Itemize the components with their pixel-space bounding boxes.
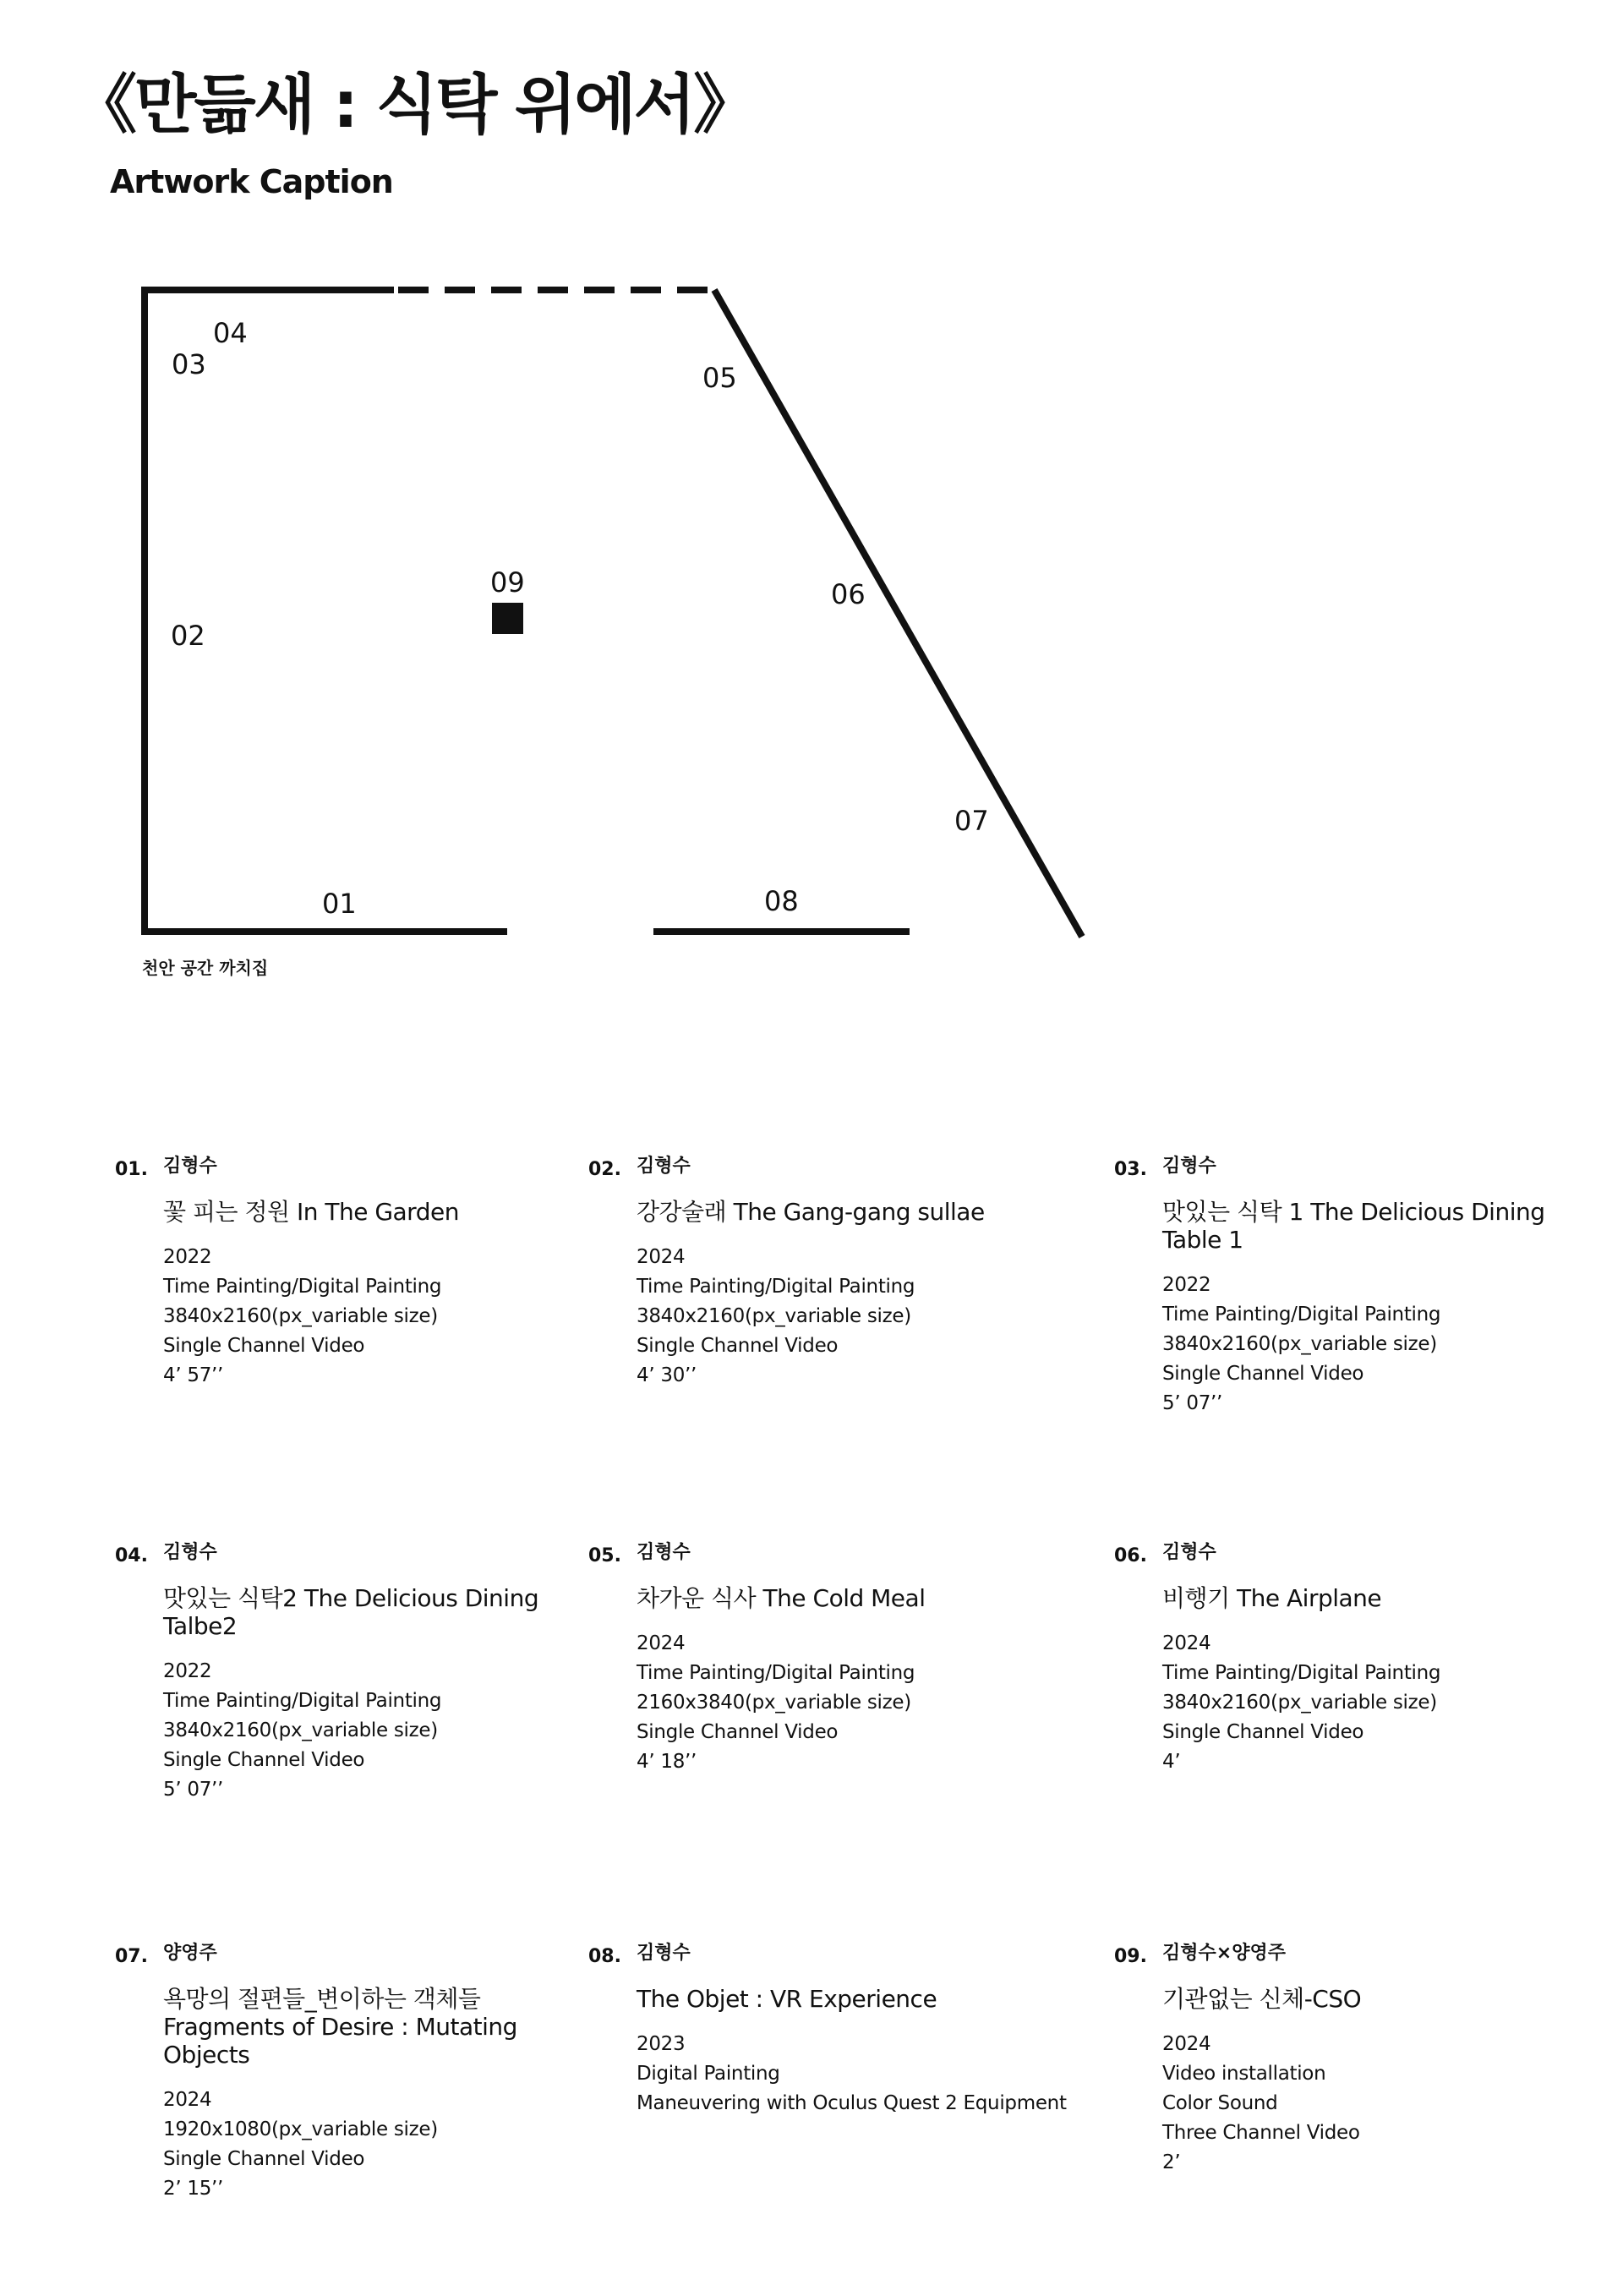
caption-title: 맛있는 식탁 1 The Delicious Dining Table 1	[1162, 1198, 1545, 1254]
caption-number: 03.	[1114, 1159, 1147, 1180]
caption-title: 맛있는 식탁2 The Delicious Dining Talbe2	[163, 1584, 539, 1640]
caption-title: 기관없는 신체-CSO	[1162, 1985, 1362, 2013]
caption-number: 09.	[1114, 1946, 1147, 1967]
caption-duration: 4’ 30’’	[637, 1364, 697, 1386]
plan-label-06: 06	[831, 578, 866, 610]
page-title: 《만듦새 : 식탁 위에서》	[73, 67, 756, 142]
caption-number: 05.	[588, 1545, 621, 1566]
caption-format: Single Channel Video	[1162, 1363, 1364, 1385]
caption-year: 2022	[1162, 1274, 1211, 1296]
caption-size: 3840x2160(px_variable size)	[163, 1719, 438, 1741]
caption-number: 01.	[115, 1159, 148, 1180]
floor-plan-walls	[145, 290, 1082, 937]
wall-left	[145, 290, 507, 932]
caption-format: Single Channel Video	[163, 1335, 365, 1357]
caption-year: 2024	[163, 2089, 212, 2111]
caption-number: 08.	[588, 1946, 621, 1967]
caption-number: 06.	[1114, 1545, 1147, 1566]
caption-artist: 김형수×양영주	[1162, 1943, 1286, 1964]
caption-number: 02.	[588, 1159, 621, 1180]
venue-name: 천안 공간 까치집	[142, 958, 269, 978]
caption-size: 3840x2160(px_variable size)	[163, 1305, 438, 1327]
caption-duration: 2’ 15’’	[163, 2178, 224, 2200]
caption-year: 2024	[1162, 2033, 1211, 2055]
caption-duration: 2’	[1162, 2151, 1181, 2173]
caption-artist: 김형수	[163, 1542, 217, 1563]
caption-artist: 김형수	[637, 1156, 691, 1177]
caption-size: 3840x2160(px_variable size)	[1162, 1692, 1437, 1714]
caption-duration: 5’ 07’’	[1162, 1392, 1223, 1414]
caption-year: 2022	[163, 1660, 212, 1682]
caption-format: Single Channel Video	[1162, 1721, 1364, 1743]
plan-label-01: 01	[322, 888, 357, 920]
plan-label-07: 07	[954, 805, 989, 837]
caption-title: 비행기 The Airplane	[1162, 1584, 1382, 1612]
caption-format: Single Channel Video	[637, 1721, 839, 1743]
caption-artist: 김형수	[637, 1943, 691, 1964]
page-subtitle: Artwork Caption	[110, 163, 393, 200]
plan-label-08: 08	[764, 885, 799, 917]
caption-artist: 양영주	[163, 1943, 217, 1964]
floor-plan	[0, 0, 1623, 1014]
plan-label-04: 04	[213, 317, 248, 349]
caption-medium: Time Painting/Digital Painting	[637, 1662, 915, 1684]
caption-year: 2024	[1162, 1632, 1211, 1654]
caption-sound: Color Sound	[1162, 2092, 1278, 2114]
caption-format: Single Channel Video	[637, 1335, 839, 1357]
caption-title: The Objet : VR Experience	[637, 1985, 937, 2013]
caption-artist: 김형수	[637, 1542, 691, 1563]
caption-artist: 김형수	[163, 1156, 217, 1177]
caption-year: 2024	[637, 1246, 686, 1268]
caption-title: 꽃 피는 정원 In The Garden	[163, 1198, 459, 1226]
caption-title: 차가운 식사 The Cold Meal	[637, 1584, 926, 1612]
caption-year: 2022	[163, 1246, 212, 1268]
caption-title: 강강술래 The Gang-gang sullae	[637, 1198, 985, 1226]
plan-label-03: 03	[172, 348, 206, 380]
caption-number: 04.	[115, 1545, 148, 1566]
caption-duration: 4’ 57’’	[163, 1364, 224, 1386]
caption-title: 욕망의 절편들_변이하는 객체들 Fragments of Desire : Mutating Objects	[163, 1985, 517, 2069]
caption-format: Three Channel Video	[1162, 2122, 1360, 2144]
caption-medium: Time Painting/Digital Painting	[163, 1690, 442, 1712]
caption-duration: 4’ 18’’	[637, 1751, 697, 1773]
wall-diagonal	[714, 290, 1082, 937]
caption-size: 3840x2160(px_variable size)	[1162, 1333, 1437, 1355]
caption-medium: Video installation	[1162, 2063, 1326, 2085]
caption-medium: Time Painting/Digital Painting	[1162, 1662, 1441, 1684]
caption-medium: Time Painting/Digital Painting	[163, 1276, 442, 1298]
caption-year: 2023	[637, 2033, 686, 2055]
caption-number: 07.	[115, 1946, 148, 1967]
caption-equipment: Maneuvering with Oculus Quest 2 Equipment	[637, 2092, 1067, 2114]
plan-label-02: 02	[171, 620, 205, 652]
caption-duration: 4’	[1162, 1751, 1181, 1773]
caption-medium: Time Painting/Digital Painting	[637, 1276, 915, 1298]
caption-duration: 5’ 07’’	[163, 1779, 224, 1801]
caption-format: Single Channel Video	[163, 2148, 365, 2170]
plan-label-05: 05	[702, 362, 737, 394]
caption-artist: 김형수	[1162, 1542, 1216, 1563]
caption-format: Single Channel Video	[163, 1749, 365, 1771]
caption-size: 3840x2160(px_variable size)	[637, 1305, 911, 1327]
caption-size: 1920x1080(px_variable size)	[163, 2118, 438, 2140]
caption-medium: Digital Painting	[637, 2063, 780, 2085]
caption-medium: Time Painting/Digital Painting	[1162, 1304, 1441, 1326]
plan-label-09: 09	[490, 566, 525, 599]
caption-size: 2160x3840(px_variable size)	[637, 1692, 911, 1714]
artwork-09-marker	[492, 603, 523, 634]
caption-artist: 김형수	[1162, 1156, 1216, 1177]
caption-year: 2024	[637, 1632, 686, 1654]
